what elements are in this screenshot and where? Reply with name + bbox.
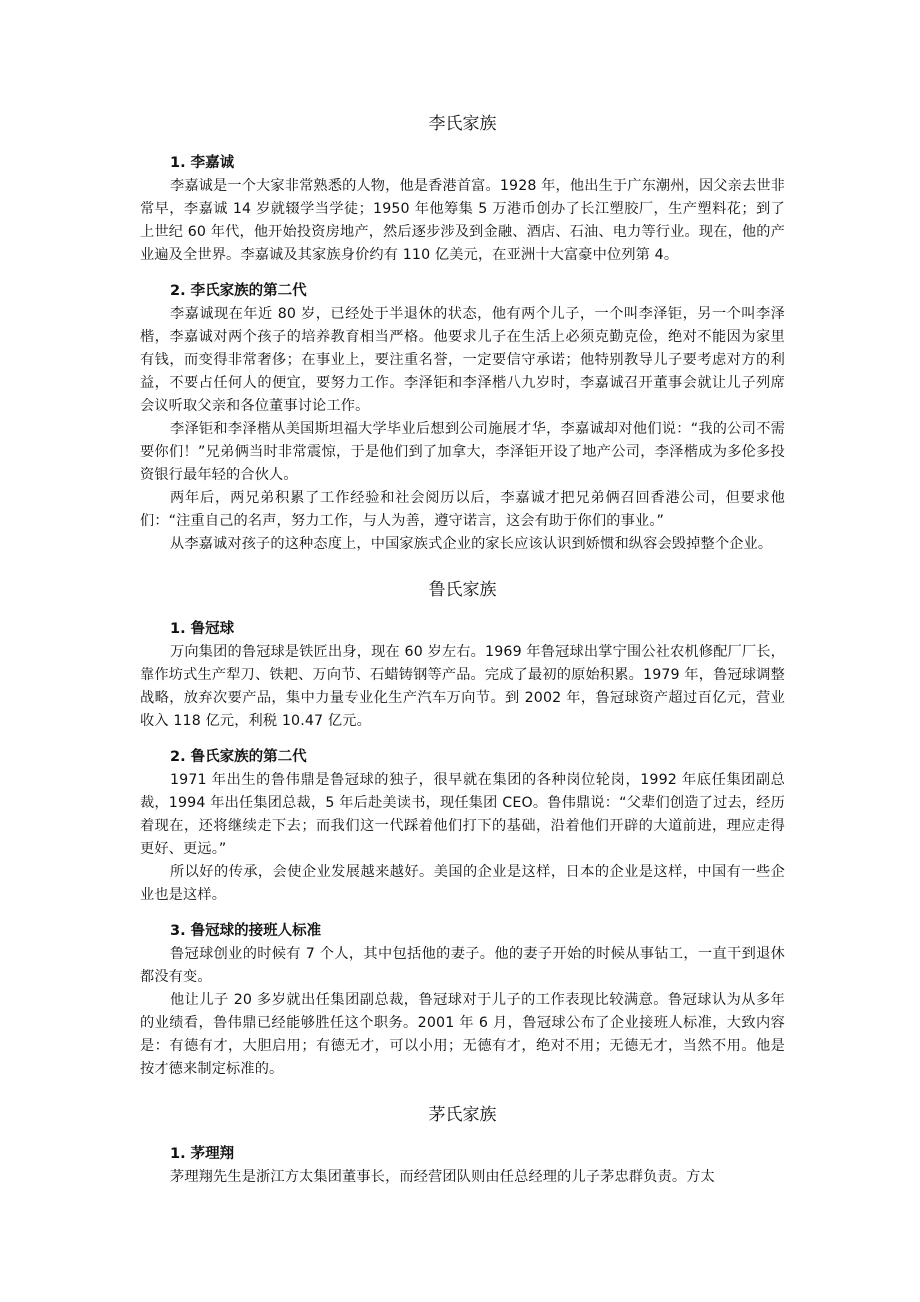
subheading-lu-guanqiu: 1. 鲁冠球 xyxy=(170,621,235,637)
paragraph: 从李嘉诚对孩子的这种态度上，中国家族式企业的家长应该认识到娇惯和纵容会毁掉整个企业。 xyxy=(170,536,773,552)
subheading-mao-lixiang: 1. 茅理翔 xyxy=(170,1146,235,1162)
paragraph: 万向集团的鲁冠球是铁匠出身，现在 60 岁左右。1969 年鲁冠球出掌宁围公社农机修配厂厂长，靠作坊式生产犁刀、铁耙、万向节、石蜡铸钢等产品。完成了最初的原始积累。1979 年，鲁冠球调整战略，放弃次要产品，集中力量专业化生产汽车万向节。到 2002 年，鲁冠球资产超过百亿元，营业收入 118 亿元，利税 10.47 亿元。 xyxy=(140,644,785,729)
paragraph: 他让儿子 20 多岁就出任集团副总裁，鲁冠球对于儿子的工作表现比较满意。鲁冠球认为从多年的业绩看，鲁伟鼎已经能够胜任这个职务。2001 年 6 月，鲁冠球公布了企业接班人标准，大致内容是：有德有才，大胆启用；有德无才，可以小用；无德有才，绝对不用；无德无才，当然不用。他是按才德来制定标准的。 xyxy=(140,992,785,1077)
subheading-li-second-gen: 2. 李氏家族的第二代 xyxy=(170,283,307,299)
paragraph: 所以好的传承，会使企业发展越来越好。美国的企业是这样，日本的企业是这样，中国有一些企业也是这样。 xyxy=(140,864,785,903)
paragraph: 两年后，两兄弟积累了工作经验和社会阅历以后，李嘉诚才把兄弟俩召回香港公司，但要求他们：“注重自己的名声，努力工作，与人为善，遵守诺言，这会有助于你们的事业。” xyxy=(140,490,785,529)
paragraph: 李泽钜和李泽楷从美国斯坦福大学毕业后想到公司施展才华，李嘉诚却对他们说：“我的公司不需要你们！”兄弟俩当时非常震惊，于是他们到了加拿大，李泽钜开设了地产公司，李泽楷成为多伦多投资银行最年轻的合伙人。 xyxy=(140,421,785,483)
paragraph: 李嘉诚是一个大家非常熟悉的人物，他是香港首富。1928 年，他出生于广东潮州，因父亲去世非常早，李嘉诚 14 岁就辍学当学徒；1950 年他筹集 5 万港币创办了长江塑胶厂，生产塑料花；到了上世纪 60 年代，他开始投资房地产，然后逐步涉及到金融、酒店、石油、电力等行业。现在，他的产业遍及全世界。李嘉诚及其家族身价约有 110 亿美元，在亚洲十大富豪中位列第 4。 xyxy=(140,178,785,263)
subheading-lu-successor-criteria: 3. 鲁冠球的接班人标准 xyxy=(170,923,322,939)
paragraph: 茅理翔先生是浙江方太集团董事长，而经营团队则由任总经理的儿子茅忠群负责。方太 xyxy=(170,1169,715,1185)
section-title-lu: 鲁氏家族 xyxy=(428,580,497,600)
paragraph: 鲁冠球创业的时候有 7 个人，其中包括他的妻子。他的妻子开始的时候从事钻工，一直干到退休都没有变。 xyxy=(140,946,785,985)
document-page xyxy=(140,112,785,1189)
section-title-mao: 茅氏家族 xyxy=(428,1105,497,1125)
paragraph: 李嘉诚现在年近 80 岁，已经处于半退休的状态，他有两个儿子，一个叫李泽钜，另一个叫李泽楷，李嘉诚对两个孩子的培养教育相当严格。他要求儿子在生活上必须克勤克俭，绝对不能因为家里有钱，而变得非常奢侈；在事业上，要注重名誉，一定要信守承诺；他特别教导儿子要考虑对方的利益，不要占任何人的便宜，要努力工作。李泽钜和李泽楷八九岁时，李嘉诚召开董事会就让儿子列席会议听取父亲和各位董事讨论工作。 xyxy=(140,306,785,414)
subheading-lu-second-gen: 2. 鲁氏家族的第二代 xyxy=(170,749,307,765)
section-title-li: 李氏家族 xyxy=(428,114,497,134)
paragraph: 1971 年出生的鲁伟鼎是鲁冠球的独子，很早就在集团的各种岗位轮岗，1992 年底任集团副总裁，1994 年出任集团总裁，5 年后赴美读书，现任集团 CEO。鲁伟鼎说：“父辈们创造了过去，经历着现在，还将继续走下去；而我们这一代踩着他们打下的基础，沿着他们开辟的大道前进，理应走得更好、更远。” xyxy=(140,772,785,857)
subheading-li-jiacheng: 1. 李嘉诚 xyxy=(170,155,235,171)
